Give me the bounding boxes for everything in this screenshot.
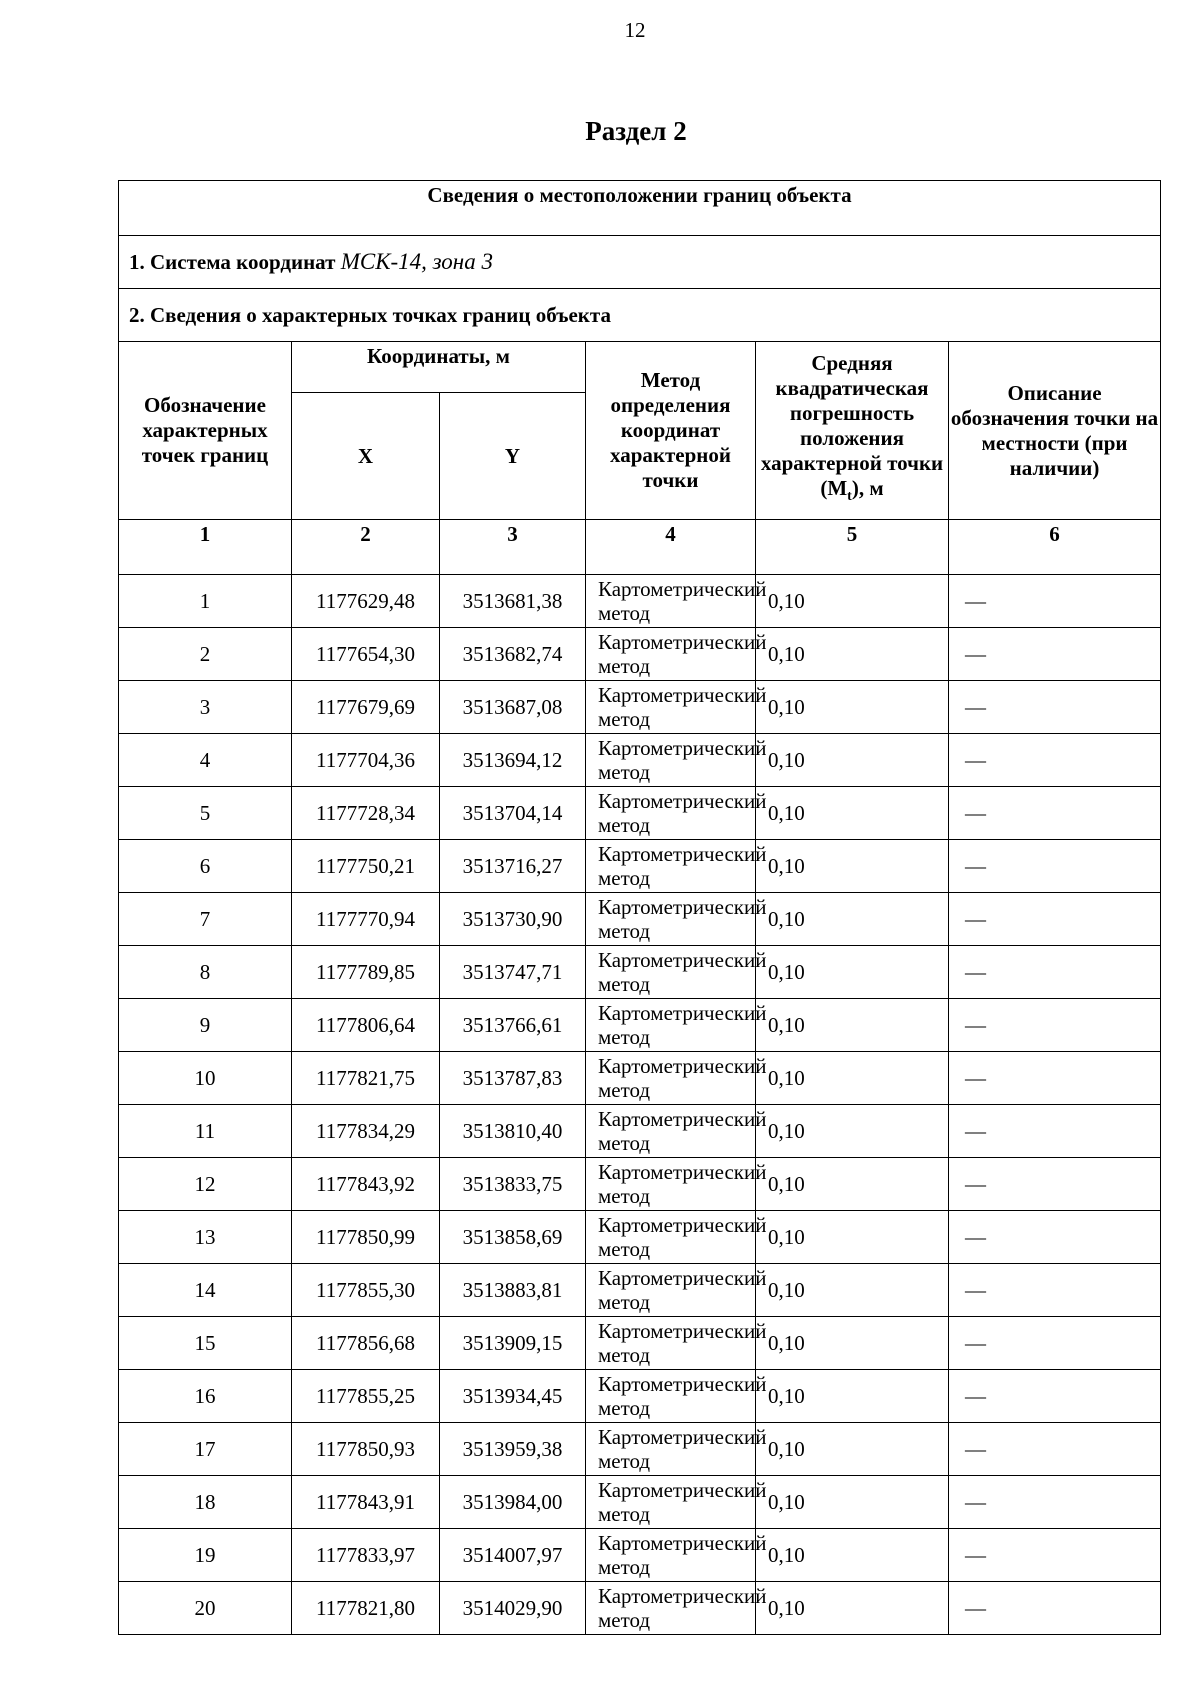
table-row <box>119 681 1161 734</box>
point-number: 10 <box>119 1052 292 1105</box>
coord-x: 1177843,91 <box>292 1476 440 1529</box>
method-cell: Картометрический метод <box>586 840 756 893</box>
method-cell: Картометрический метод <box>586 893 756 946</box>
column-number: 6 <box>949 520 1161 575</box>
points-info-line: 2. Сведения о характерных точках границ объекта <box>119 289 1161 342</box>
error-cell: 0,10 <box>756 1423 949 1476</box>
description-cell: — <box>949 1529 1161 1582</box>
error-cell: 0,10 <box>756 1264 949 1317</box>
point-number: 12 <box>119 1158 292 1211</box>
table-row <box>119 1370 1161 1423</box>
point-number: 7 <box>119 893 292 946</box>
table-row <box>119 1264 1161 1317</box>
method-cell: Картометрический метод <box>586 681 756 734</box>
table-row <box>119 734 1161 787</box>
method-cell: Картометрический метод <box>586 1423 756 1476</box>
column-number: 5 <box>756 520 949 575</box>
coord-x: 1177728,34 <box>292 787 440 840</box>
description-cell: — <box>949 1476 1161 1529</box>
description-cell: — <box>949 893 1161 946</box>
header-method: Метод определения координат характерной точки <box>586 342 756 520</box>
header-description: Описание обозначения точки на местности (при наличии) <box>949 342 1161 520</box>
coord-x: 1177850,99 <box>292 1211 440 1264</box>
coordinate-system-value: МСК-14, зона 3 <box>340 249 493 274</box>
coord-x: 1177770,94 <box>292 893 440 946</box>
description-cell: — <box>949 1158 1161 1211</box>
coord-y: 3514029,90 <box>440 1582 586 1635</box>
error-cell: 0,10 <box>756 575 949 628</box>
point-number: 18 <box>119 1476 292 1529</box>
error-cell: 0,10 <box>756 1317 949 1370</box>
description-cell: — <box>949 681 1161 734</box>
method-cell: Картометрический метод <box>586 1264 756 1317</box>
coord-y: 3513833,75 <box>440 1158 586 1211</box>
description-cell: — <box>949 787 1161 840</box>
point-number: 13 <box>119 1211 292 1264</box>
description-cell: — <box>949 1105 1161 1158</box>
description-cell: — <box>949 1370 1161 1423</box>
error-cell: 0,10 <box>756 1582 949 1635</box>
error-cell: 0,10 <box>756 628 949 681</box>
point-number: 16 <box>119 1370 292 1423</box>
header-coordinates: Координаты, м <box>292 342 586 393</box>
error-cell: 0,10 <box>756 787 949 840</box>
coord-y: 3513858,69 <box>440 1211 586 1264</box>
coord-x: 1177833,97 <box>292 1529 440 1582</box>
header-x: X <box>292 393 440 520</box>
coord-x: 1177750,21 <box>292 840 440 893</box>
table-row <box>119 1158 1161 1211</box>
coord-y: 3513810,40 <box>440 1105 586 1158</box>
description-cell: — <box>949 1211 1161 1264</box>
description-cell: — <box>949 999 1161 1052</box>
description-cell: — <box>949 734 1161 787</box>
header-error: Средняя квадратическая погрешность положения характерной точки $(M_t)$, м <box>756 342 949 520</box>
table-row <box>119 1529 1161 1582</box>
coord-x: 1177834,29 <box>292 1105 440 1158</box>
coord-x: 1177855,30 <box>292 1264 440 1317</box>
error-cell: 0,10 <box>756 1211 949 1264</box>
coord-y: 3513766,61 <box>440 999 586 1052</box>
coord-x: 1177856,68 <box>292 1317 440 1370</box>
error-cell: 0,10 <box>756 999 949 1052</box>
boundary-points-table <box>118 180 1161 1635</box>
error-cell: 0,10 <box>756 681 949 734</box>
coord-y: 3513694,12 <box>440 734 586 787</box>
method-cell: Картометрический метод <box>586 575 756 628</box>
table-row <box>119 1105 1161 1158</box>
point-number: 11 <box>119 1105 292 1158</box>
point-number: 14 <box>119 1264 292 1317</box>
description-cell: — <box>949 1582 1161 1635</box>
point-number: 3 <box>119 681 292 734</box>
point-number: 8 <box>119 946 292 999</box>
coord-y: 3514007,97 <box>440 1529 586 1582</box>
coord-y: 3513682,74 <box>440 628 586 681</box>
coord-y: 3513959,38 <box>440 1423 586 1476</box>
coord-y: 3513681,38 <box>440 575 586 628</box>
method-cell: Картометрический метод <box>586 1211 756 1264</box>
coord-x: 1177843,92 <box>292 1158 440 1211</box>
coord-x: 1177629,48 <box>292 575 440 628</box>
coord-y: 3513716,27 <box>440 840 586 893</box>
error-cell: 0,10 <box>756 1370 949 1423</box>
description-cell: — <box>949 628 1161 681</box>
error-cell: 0,10 <box>756 840 949 893</box>
coordinate-system-line <box>119 236 1161 289</box>
error-cell: 0,10 <box>756 893 949 946</box>
method-cell: Картометрический метод <box>586 1476 756 1529</box>
coord-x: 1177821,80 <box>292 1582 440 1635</box>
point-number: 20 <box>119 1582 292 1635</box>
coord-y: 3513934,45 <box>440 1370 586 1423</box>
point-number: 9 <box>119 999 292 1052</box>
method-cell: Картометрический метод <box>586 946 756 999</box>
error-cell: 0,10 <box>756 1158 949 1211</box>
coord-x: 1177704,36 <box>292 734 440 787</box>
method-cell: Картометрический метод <box>586 1582 756 1635</box>
column-number: 1 <box>119 520 292 575</box>
description-cell: — <box>949 1052 1161 1105</box>
coord-y: 3513883,81 <box>440 1264 586 1317</box>
header-error-subscript: t <box>847 489 852 505</box>
table-row <box>119 787 1161 840</box>
point-number: 17 <box>119 1423 292 1476</box>
column-number: 2 <box>292 520 440 575</box>
error-cell: 0,10 <box>756 946 949 999</box>
method-cell: Картометрический метод <box>586 999 756 1052</box>
point-number: 1 <box>119 575 292 628</box>
coord-y: 3513909,15 <box>440 1317 586 1370</box>
point-number: 19 <box>119 1529 292 1582</box>
table-row <box>119 1211 1161 1264</box>
section-title: Раздел 2 <box>585 116 687 146</box>
description-cell: — <box>949 946 1161 999</box>
table-row <box>119 840 1161 893</box>
method-cell: Картометрический метод <box>586 628 756 681</box>
column-number: 4 <box>586 520 756 575</box>
coordinate-system-label: 1. Система координат <box>129 250 336 274</box>
method-cell: Картометрический метод <box>586 1370 756 1423</box>
table-row <box>119 893 1161 946</box>
point-number: 2 <box>119 628 292 681</box>
page-number: 12 <box>624 18 646 42</box>
table-row <box>119 1423 1161 1476</box>
description-cell: — <box>949 575 1161 628</box>
point-number: 15 <box>119 1317 292 1370</box>
coord-x: 1177821,75 <box>292 1052 440 1105</box>
point-number: 4 <box>119 734 292 787</box>
table-row <box>119 946 1161 999</box>
method-cell: Картометрический метод <box>586 1529 756 1582</box>
method-cell: Картометрический метод <box>586 1317 756 1370</box>
header-designation: Обозначение характерных точек границ <box>119 342 292 520</box>
column-number: 3 <box>440 520 586 575</box>
point-number: 5 <box>119 787 292 840</box>
error-cell: 0,10 <box>756 1476 949 1529</box>
description-cell: — <box>949 840 1161 893</box>
coord-y: 3513747,71 <box>440 946 586 999</box>
table-caption: Сведения о местоположении границ объекта <box>119 181 1161 236</box>
method-cell: Картометрический метод <box>586 1052 756 1105</box>
method-cell: Картометрический метод <box>586 734 756 787</box>
table-row <box>119 628 1161 681</box>
method-cell: Картометрический метод <box>586 787 756 840</box>
error-cell: 0,10 <box>756 1529 949 1582</box>
table-row <box>119 1476 1161 1529</box>
coord-x: 1177789,85 <box>292 946 440 999</box>
coord-y: 3513687,08 <box>440 681 586 734</box>
coord-y: 3513730,90 <box>440 893 586 946</box>
table-row <box>119 999 1161 1052</box>
coord-x: 1177850,93 <box>292 1423 440 1476</box>
coord-x: 1177679,69 <box>292 681 440 734</box>
method-cell: Картометрический метод <box>586 1105 756 1158</box>
coord-y: 3513787,83 <box>440 1052 586 1105</box>
coord-y: 3513984,00 <box>440 1476 586 1529</box>
error-cell: 0,10 <box>756 1052 949 1105</box>
coord-y: 3513704,14 <box>440 787 586 840</box>
table-row <box>119 575 1161 628</box>
table-row <box>119 1052 1161 1105</box>
coord-x: 1177654,30 <box>292 628 440 681</box>
table-row <box>119 1317 1161 1370</box>
description-cell: — <box>949 1317 1161 1370</box>
description-cell: — <box>949 1264 1161 1317</box>
coord-x: 1177855,25 <box>292 1370 440 1423</box>
table-row <box>119 1582 1161 1635</box>
error-cell: 0,10 <box>756 734 949 787</box>
error-cell: 0,10 <box>756 1105 949 1158</box>
description-cell: — <box>949 1423 1161 1476</box>
point-number: 6 <box>119 840 292 893</box>
method-cell: Картометрический метод <box>586 1158 756 1211</box>
coord-x: 1177806,64 <box>292 999 440 1052</box>
header-y: Y <box>440 393 586 520</box>
